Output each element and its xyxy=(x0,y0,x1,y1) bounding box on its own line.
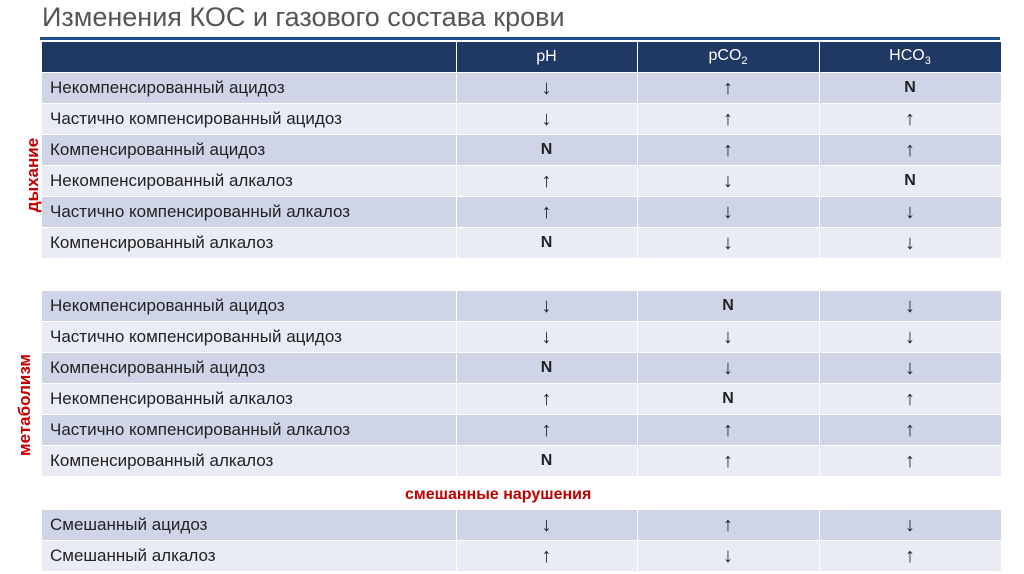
cell-hco3: ↑ xyxy=(819,384,1001,415)
table-row xyxy=(42,104,1001,135)
row-name: Смешанный ацидоз xyxy=(42,510,456,541)
table-row xyxy=(42,228,1001,259)
table-row xyxy=(42,197,1001,228)
cell-ph: ↑ xyxy=(456,197,637,228)
row-name: Некомпенсированный алкалоз xyxy=(42,166,456,197)
cell-ph: N xyxy=(456,353,637,384)
table-row xyxy=(42,135,1001,166)
table-row xyxy=(42,73,1001,104)
cell-hco3: ↑ xyxy=(819,446,1001,477)
table-row xyxy=(42,446,1001,477)
side-label-metabolism: метаболизм xyxy=(15,354,34,456)
cell-ph: N xyxy=(456,446,637,477)
cell-ph: ↓ xyxy=(456,322,637,353)
row-name: Компенсированный алкалоз xyxy=(42,446,456,477)
row-name: Частично компенсированный алкалоз xyxy=(42,197,456,228)
cell-hco3: ↓ xyxy=(819,510,1001,541)
header-ph: pH xyxy=(456,42,637,73)
cell-hco3: ↓ xyxy=(819,291,1001,322)
row-name: Некомпенсированный ацидоз xyxy=(42,73,456,104)
row-name: Смешанный алкалоз xyxy=(42,541,456,572)
cell-hco3: ↑ xyxy=(819,135,1001,166)
header-row xyxy=(42,42,1001,73)
table-row xyxy=(42,166,1001,197)
side-label-breathing: дыхание xyxy=(23,137,42,213)
cell-ph: ↑ xyxy=(456,166,637,197)
cell-hco3: ↓ xyxy=(819,353,1001,384)
cell-pco2: ↑ xyxy=(637,73,819,104)
row-name: Частично компенсированный алкалоз xyxy=(42,415,456,446)
metabolic-table xyxy=(42,291,1002,477)
cell-ph: ↓ xyxy=(456,510,637,541)
table-row xyxy=(42,541,1001,572)
cell-pco2: ↑ xyxy=(637,510,819,541)
cell-pco2: N xyxy=(637,291,819,322)
header-pco2-sub: 2 xyxy=(741,55,748,68)
table-row xyxy=(42,353,1001,384)
cell-ph: ↓ xyxy=(456,73,637,104)
row-name: Частично компенсированный ацидоз xyxy=(42,322,456,353)
page-title: Изменения КОС и газового состава крови xyxy=(42,2,565,32)
cell-pco2: ↓ xyxy=(637,228,819,259)
cell-hco3: ↓ xyxy=(819,228,1001,259)
cell-pco2: ↓ xyxy=(637,353,819,384)
cell-pco2: ↑ xyxy=(637,415,819,446)
table-row xyxy=(42,384,1001,415)
header-empty xyxy=(42,42,456,73)
row-name: Компенсированный ацидоз xyxy=(42,135,456,166)
cell-ph: ↓ xyxy=(456,104,637,135)
mixed-disorders-title: смешанные нарушения xyxy=(405,486,592,503)
cell-pco2: ↓ xyxy=(637,541,819,572)
cell-ph: N xyxy=(456,135,637,166)
table-row xyxy=(42,415,1001,446)
cell-hco3: ↑ xyxy=(819,415,1001,446)
row-name: Частично компенсированный ацидоз xyxy=(42,104,456,135)
cell-pco2: N xyxy=(637,384,819,415)
cell-hco3: ↑ xyxy=(819,104,1001,135)
header-hco3-base: HCO xyxy=(889,46,925,64)
cell-hco3: N xyxy=(819,73,1001,104)
cell-ph: ↑ xyxy=(456,384,637,415)
cell-hco3: ↓ xyxy=(819,197,1001,228)
cell-ph: ↓ xyxy=(456,291,637,322)
breathing-table xyxy=(42,42,1002,259)
cell-ph: ↑ xyxy=(456,415,637,446)
cell-pco2: ↑ xyxy=(637,135,819,166)
header-hco3-sub: 3 xyxy=(924,55,931,68)
cell-ph: N xyxy=(456,228,637,259)
cell-hco3: N xyxy=(819,166,1001,197)
cell-pco2: ↓ xyxy=(637,322,819,353)
cell-pco2: ↑ xyxy=(637,104,819,135)
cell-hco3: ↓ xyxy=(819,322,1001,353)
header-pco2 xyxy=(637,42,819,73)
table-row xyxy=(42,510,1001,541)
header-pco2-base: pCO xyxy=(708,46,742,64)
row-name: Некомпенсированный алкалоз xyxy=(42,384,456,415)
row-name: Компенсированный алкалоз xyxy=(42,228,456,259)
cell-ph: ↑ xyxy=(456,541,637,572)
header-hco3 xyxy=(819,42,1001,73)
row-name: Компенсированный ацидоз xyxy=(42,353,456,384)
mixed-table xyxy=(42,510,1002,572)
table-row xyxy=(42,291,1001,322)
cell-hco3: ↑ xyxy=(819,541,1001,572)
table-row xyxy=(42,322,1001,353)
cell-pco2: ↑ xyxy=(637,446,819,477)
row-name: Некомпенсированный ацидоз xyxy=(42,291,456,322)
cell-pco2: ↓ xyxy=(637,166,819,197)
cell-pco2: ↓ xyxy=(637,197,819,228)
title-underline xyxy=(40,37,1000,40)
